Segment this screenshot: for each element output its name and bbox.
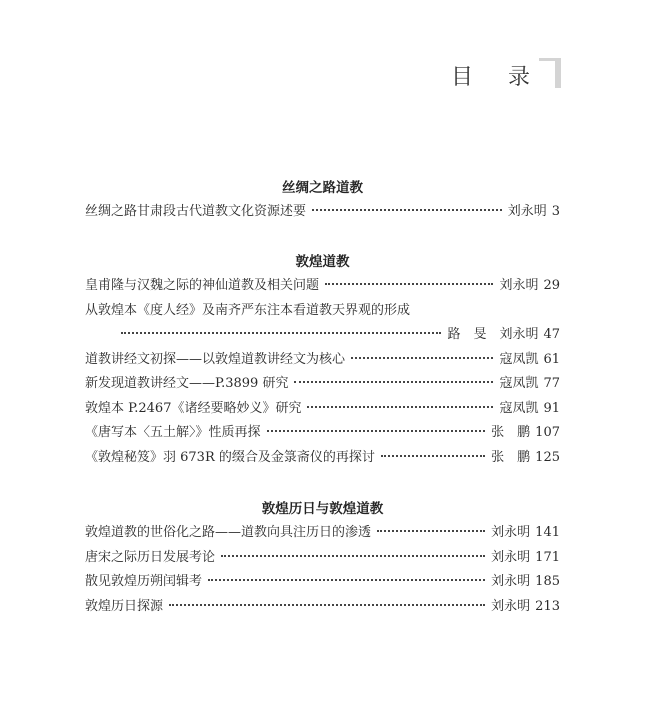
entry-author: 张 鹏 [491, 425, 531, 440]
entry-page: 61 [543, 351, 560, 367]
entry-title: 敦煌历日探源 [85, 598, 164, 614]
entry-title: 敦煌道教的世俗化之路——道教向具注历日的渗透 [85, 525, 372, 540]
dot-leader [267, 430, 486, 432]
toc-entry[interactable] [85, 421, 560, 446]
entry-author: 刘永明 [491, 549, 531, 565]
section-heading: 敦煌道教 [295, 254, 350, 270]
entry-author: 张 鹏 [491, 449, 531, 465]
entry-page: 3 [551, 204, 560, 219]
toc-entry[interactable] [85, 446, 560, 471]
entry-author: 寇凤凯 [499, 351, 539, 367]
entry-page: 125 [535, 449, 560, 465]
entry-title: 道教讲经文初探——以敦煌道教讲经文为核心 [85, 351, 346, 367]
entry-title: 唐宋之际历日发展考论 [85, 549, 216, 565]
entry-author: 路 旻 刘永明 [447, 327, 539, 342]
entry-title: 《敦煌秘笈》羽 673R 的缀合及金箓斋仪的再探讨 [85, 449, 375, 465]
dot-leader [325, 283, 493, 285]
dot-leader [307, 406, 493, 408]
dot-leader [121, 332, 441, 334]
entry-page: 107 [535, 425, 560, 440]
dot-leader [381, 455, 485, 457]
dot-leader [221, 555, 485, 557]
entry-title: 丝绸之路甘肃段古代道教文化资源述要 [85, 204, 307, 219]
entry-title: 敦煌本 P.2467《诸经要略妙义》研究 [85, 400, 302, 416]
title-decoration-bar [555, 58, 561, 88]
section-heading: 敦煌历日与敦煌道教 [261, 501, 384, 517]
entry-title: 《唐写本〈五土解〉》性质再探 [85, 425, 261, 440]
entry-title: 皇甫隆与汉魏之际的神仙道教及相关问题 [85, 278, 320, 293]
dot-leader [208, 579, 485, 581]
entry-title: 新发现道教讲经文——P.3899 研究 [85, 376, 289, 391]
toc-entry[interactable] [85, 546, 560, 571]
entry-title: 散见敦煌历朔闰辑考 [85, 574, 203, 589]
dot-leader [312, 209, 502, 211]
page-title: 目 录 [451, 65, 544, 90]
dot-leader [169, 604, 485, 606]
entry-author: 刘永明 [499, 278, 539, 293]
entry-page: 29 [543, 278, 560, 293]
entry-title: 从敦煌本《度人经》及南齐严东注本看道教天界观的形成 [85, 302, 411, 318]
entry-author: 寇凤凯 [499, 400, 539, 416]
toc-entry[interactable] [85, 200, 560, 225]
entry-page: 47 [543, 327, 560, 342]
entry-author: 寇凤凯 [499, 376, 539, 391]
entry-author: 刘永明 [491, 574, 531, 589]
toc-section-dunhuang-taoism [85, 250, 560, 470]
toc-entry[interactable] [85, 570, 560, 595]
entry-author: 刘永明 [491, 598, 531, 614]
toc-entry[interactable] [85, 274, 560, 299]
entry-page: 91 [543, 400, 560, 416]
entry-page: 141 [535, 525, 560, 540]
toc-section-dunhuang-calendar [85, 497, 560, 619]
toc-section-silk-road [85, 176, 560, 225]
entry-page: 171 [535, 549, 560, 565]
entry-page: 213 [535, 598, 560, 614]
section-heading: 丝绸之路道教 [282, 180, 363, 196]
entry-page: 77 [543, 376, 560, 391]
toc-entry[interactable] [85, 397, 560, 422]
toc-entry[interactable] [85, 348, 560, 373]
toc-entry-continuation[interactable] [85, 323, 560, 348]
dot-leader [294, 381, 493, 383]
dot-leader [377, 530, 485, 532]
entry-page: 185 [535, 574, 560, 589]
entry-author: 刘永明 [507, 204, 547, 219]
toc-entry[interactable] [85, 299, 560, 324]
toc-entry[interactable] [85, 521, 560, 546]
toc-entry[interactable] [85, 595, 560, 620]
entry-author: 刘永明 [491, 525, 531, 540]
toc-entry[interactable] [85, 372, 560, 397]
dot-leader [351, 357, 493, 359]
